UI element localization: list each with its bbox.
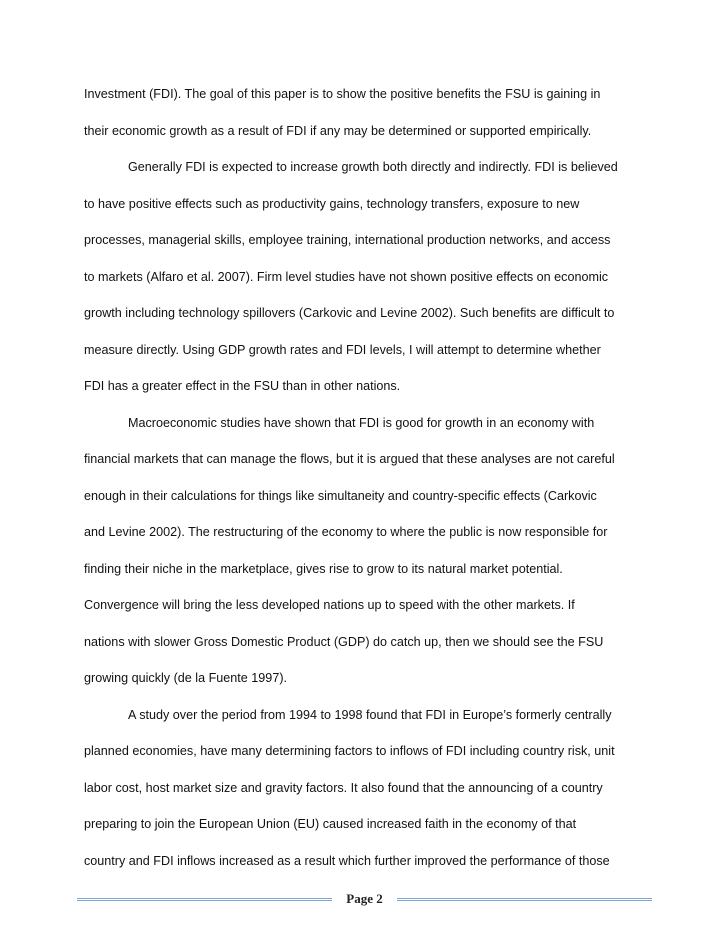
text-line: Macroeconomic studies have shown that FDI is good for growth in an economy with	[128, 415, 595, 430]
text-line: their economic growth as a result of FDI if any may be determined or supported empirically.	[84, 123, 592, 138]
text-line: Convergence will bring the less developed nations up to speed with the other markets. If	[84, 598, 575, 612]
text-line: growth including technology spillovers (Carkovic and Levine 2002). Such benefits are difficult to	[84, 306, 615, 320]
text-line: and Levine 2002). The restructuring of the economy to where the public is now responsible for	[84, 525, 608, 539]
text-line: enough in their calculations for things like simultaneity and country-specific effects (Carkovic	[84, 488, 597, 503]
page-number: Page 2	[346, 891, 383, 906]
text-line: labor cost, host market size and gravity factors. It also found that the announcing of a country	[84, 780, 603, 795]
text-line: to markets (Alfaro et al. 2007). Firm level studies have not shown positive effects on economic	[84, 269, 609, 284]
text-line: financial markets that can manage the flows, but it is argued that these analyses are not careful	[84, 452, 615, 466]
footer-rule-left	[77, 898, 332, 901]
text-line: finding their niche in the marketplace, gives rise to grow to its natural market potential.	[84, 561, 563, 576]
text-line: processes, managerial skills, employee training, international production networks, and access	[84, 233, 611, 247]
document-body	[84, 82, 664, 885]
page-footer	[77, 888, 652, 910]
text-line: Investment (FDI). The goal of this paper is to show the positive benefits the FSU is gaining in	[84, 87, 601, 101]
text-line: preparing to join the European Union (EU) caused increased faith in the economy of that	[84, 817, 577, 831]
text-line: Generally FDI is expected to increase growth both directly and indirectly. FDI is believed	[128, 160, 618, 174]
text-line: growing quickly (de la Fuente 1997).	[84, 671, 288, 685]
text-line: to have positive effects such as productivity gains, technology transfers, exposure to new	[84, 196, 580, 211]
text-line: planned economies, have many determining factors to inflows of FDI including country risk, unit	[84, 744, 615, 758]
text-line: A study over the period from 1994 to 1998 found that FDI in Europe’s formerly centrally	[128, 707, 612, 722]
text-line: FDI has a greater effect in the FSU than in other nations.	[84, 379, 401, 393]
footer-rule-right	[397, 898, 652, 901]
text-line: nations with slower Gross Domestic Product (GDP) do catch up, then we should see the FSU	[84, 634, 604, 649]
text-line: measure directly. Using GDP growth rates and FDI levels, I will attempt to determine whether	[84, 342, 601, 357]
text-line: country and FDI inflows increased as a result which further improved the performance of those	[84, 853, 610, 868]
